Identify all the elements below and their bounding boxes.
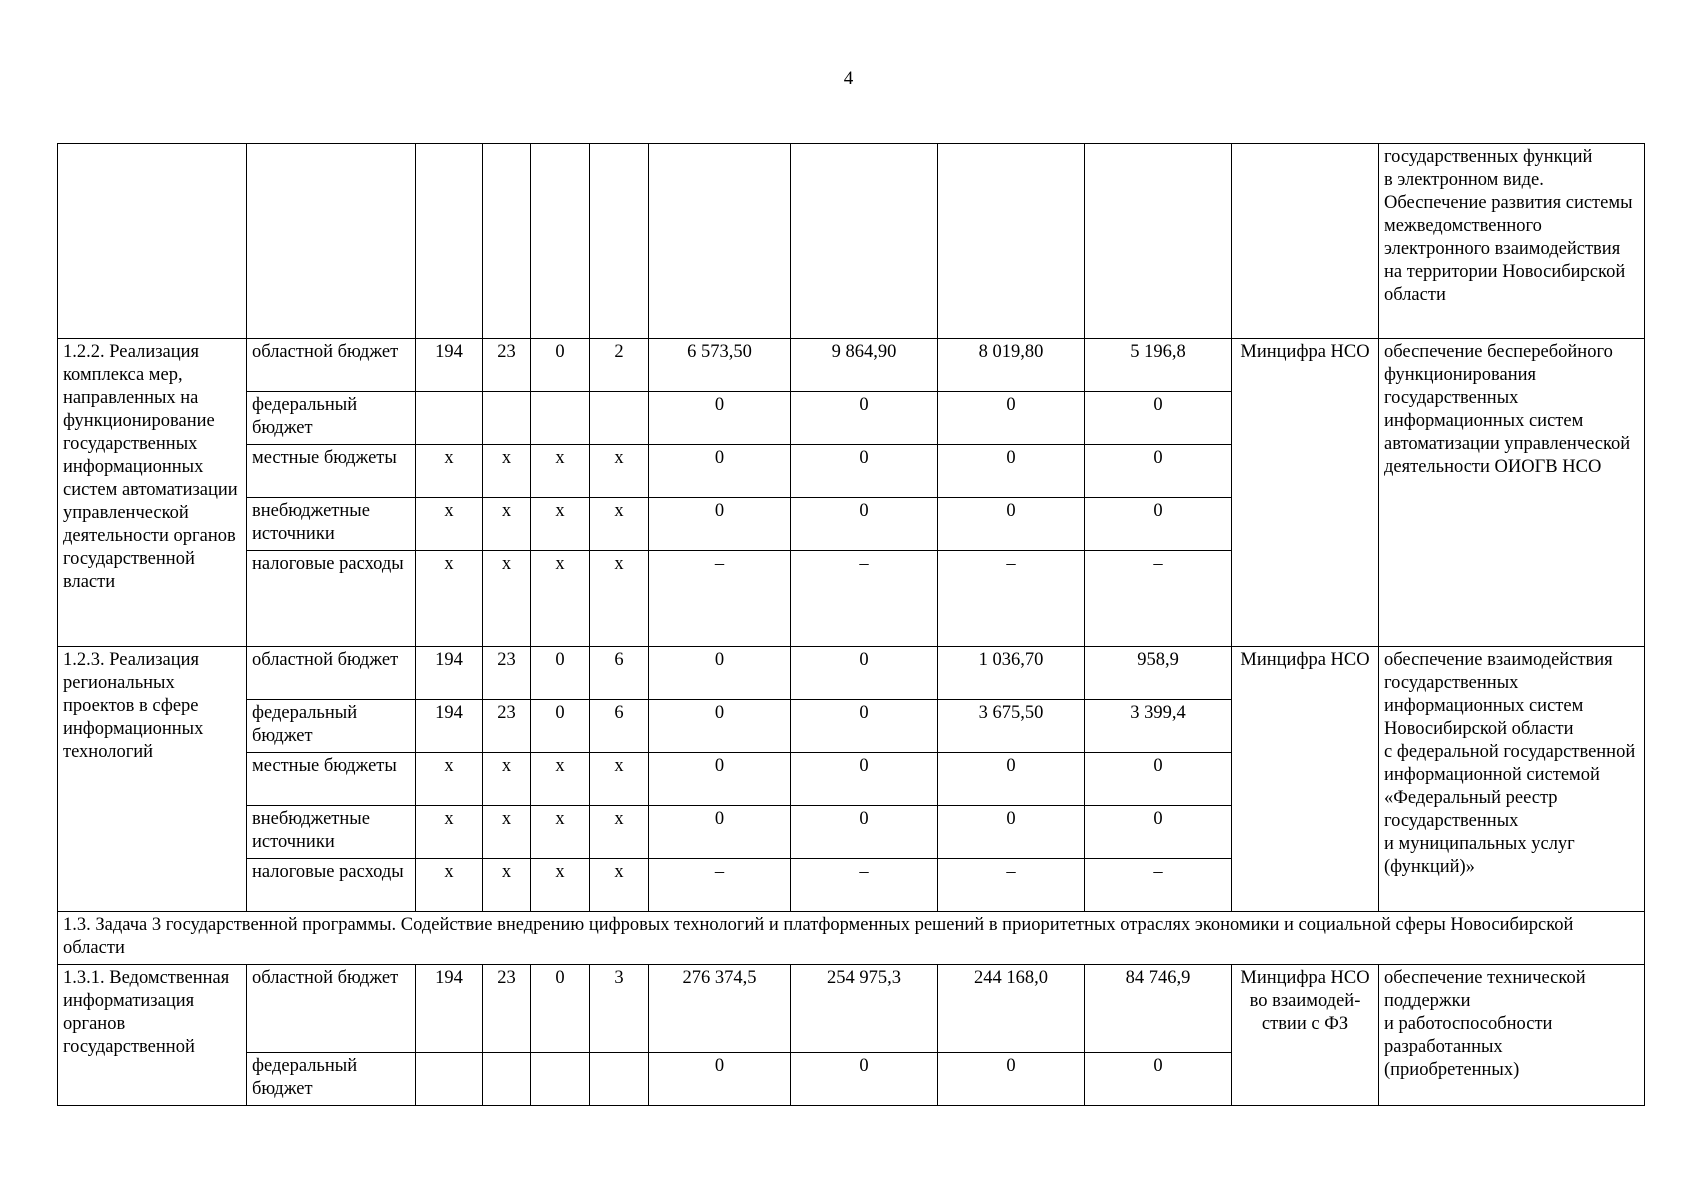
amount-cell: – (791, 859, 938, 912)
code-cell: 0 (531, 339, 590, 392)
amount-cell: 0 (938, 753, 1085, 806)
code-cell: x (483, 753, 531, 806)
amount-cell: 0 (1085, 445, 1232, 498)
code-cell: x (416, 806, 483, 859)
amount-cell: 0 (1085, 753, 1232, 806)
funding-source: областной бюджет (247, 647, 416, 700)
amount-cell: 6 573,50 (649, 339, 791, 392)
funding-source: областной бюджет (247, 965, 416, 1053)
amount-cell: 0 (649, 1053, 791, 1106)
code-cell: 0 (531, 700, 590, 753)
amount-cell: 0 (791, 445, 938, 498)
code-cell (590, 1053, 649, 1106)
measure-name: 1.2.2. Реализация комплекса мер, направленных на функционирование государственных информационных систем автоматизации управленческой деятельности органов государственной власти (58, 339, 247, 647)
funding-source: внебюджетные источники (247, 498, 416, 551)
code-cell: 2 (590, 339, 649, 392)
code-cell: 194 (416, 647, 483, 700)
measure-name: 1.2.3. Реализация региональных проектов в сфере информационных технологий (58, 647, 247, 912)
funding-source: налоговые расходы (247, 551, 416, 647)
table-row (58, 965, 1645, 1053)
code-cell: x (531, 551, 590, 647)
code-cell: 6 (590, 647, 649, 700)
expected-result: обеспечение технической поддержки и работоспособности разработанных (приобретенных) (1379, 965, 1645, 1106)
code-cell: 0 (531, 647, 590, 700)
amount-cell: – (1085, 859, 1232, 912)
amount-cell: 276 374,5 (649, 965, 791, 1053)
amount-cell: 0 (791, 753, 938, 806)
code-cell: x (416, 551, 483, 647)
code-cell (531, 1053, 590, 1106)
amount-cell: – (649, 859, 791, 912)
code-cell: x (590, 445, 649, 498)
code-cell: x (590, 806, 649, 859)
funding-source: областной бюджет (247, 339, 416, 392)
code-cell (590, 392, 649, 445)
amount-cell: 5 196,8 (1085, 339, 1232, 392)
amount-cell: – (791, 551, 938, 647)
code-cell: x (416, 445, 483, 498)
table-row (58, 339, 1645, 392)
amount-cell: 0 (1085, 1053, 1232, 1106)
expected-result: обеспечение бесперебойного функционирования государственных информационных систем автоматизации управленческой деятельности ОИОГВ НСО (1379, 339, 1645, 647)
amount-cell: 0 (938, 392, 1085, 445)
amount-cell: 254 975,3 (791, 965, 938, 1053)
amount-cell: 0 (649, 392, 791, 445)
amount-cell: 0 (1085, 806, 1232, 859)
amount-cell: 0 (938, 806, 1085, 859)
code-cell: x (590, 753, 649, 806)
amount-cell: 0 (649, 806, 791, 859)
code-cell (483, 1053, 531, 1106)
code-cell: x (590, 551, 649, 647)
code-cell: 3 (590, 965, 649, 1053)
continuation-result: государственных функций в электронном виде. Обеспечение развития системы межведомственного электронного взаимодействия на территории Новосибирской области (1379, 144, 1645, 339)
amount-cell: 0 (1085, 498, 1232, 551)
executor: Минцифра НСО (1232, 339, 1379, 647)
executor: Минцифра НСО во взаимодей-ствии с ФЗ (1232, 965, 1379, 1106)
code-cell: x (483, 498, 531, 551)
amount-cell: 1 036,70 (938, 647, 1085, 700)
code-cell: x (483, 859, 531, 912)
code-cell: x (416, 859, 483, 912)
code-cell: x (416, 498, 483, 551)
code-cell: x (483, 806, 531, 859)
amount-cell: – (938, 551, 1085, 647)
code-cell (416, 1053, 483, 1106)
amount-cell: – (1085, 551, 1232, 647)
amount-cell: 84 746,9 (1085, 965, 1232, 1053)
amount-cell: 8 019,80 (938, 339, 1085, 392)
task-row (58, 912, 1645, 965)
amount-cell: 0 (938, 498, 1085, 551)
amount-cell: 0 (649, 753, 791, 806)
amount-cell: 9 864,90 (791, 339, 938, 392)
amount-cell: – (649, 551, 791, 647)
amount-cell: 0 (649, 647, 791, 700)
code-cell: 194 (416, 965, 483, 1053)
table-row (58, 647, 1645, 700)
funding-source: внебюджетные источники (247, 806, 416, 859)
amount-cell: 244 168,0 (938, 965, 1085, 1053)
amount-cell: 0 (791, 806, 938, 859)
code-cell (416, 392, 483, 445)
amount-cell: 0 (1085, 392, 1232, 445)
amount-cell: 0 (791, 647, 938, 700)
code-cell: x (531, 806, 590, 859)
code-cell: 23 (483, 965, 531, 1053)
amount-cell: 0 (938, 1053, 1085, 1106)
amount-cell: 0 (791, 1053, 938, 1106)
code-cell: 0 (531, 965, 590, 1053)
code-cell: x (483, 445, 531, 498)
amount-cell: 0 (791, 392, 938, 445)
amount-cell: 0 (791, 498, 938, 551)
code-cell: x (531, 445, 590, 498)
code-cell: 194 (416, 339, 483, 392)
amount-cell: – (938, 859, 1085, 912)
amount-cell: 0 (649, 498, 791, 551)
code-cell: 194 (416, 700, 483, 753)
code-cell: x (531, 753, 590, 806)
amount-cell: 3 675,50 (938, 700, 1085, 753)
code-cell (483, 392, 531, 445)
funding-source: федеральный бюджет (247, 1053, 416, 1106)
funding-source: федеральный бюджет (247, 700, 416, 753)
code-cell: x (531, 498, 590, 551)
code-cell: x (590, 498, 649, 551)
amount-cell: 958,9 (1085, 647, 1232, 700)
funding-source: налоговые расходы (247, 859, 416, 912)
code-cell: x (590, 859, 649, 912)
code-cell: x (483, 551, 531, 647)
amount-cell: 0 (938, 445, 1085, 498)
continuation-row (58, 144, 1645, 339)
expected-result: обеспечение взаимодействия государственных информационных систем Новосибирской области с федеральной государственной информационной системой «Федеральный реестр государственных и муниципальных услуг (функций)» (1379, 647, 1645, 912)
executor: Минцифра НСО (1232, 647, 1379, 912)
code-cell: 23 (483, 647, 531, 700)
measure-name: 1.3.1. Ведомственная информатизация органов государственной (58, 965, 247, 1106)
code-cell: x (416, 753, 483, 806)
page-number: 4 (843, 68, 854, 89)
code-cell: 6 (590, 700, 649, 753)
funding-source: местные бюджеты (247, 445, 416, 498)
amount-cell: 0 (649, 700, 791, 753)
amount-cell: 3 399,4 (1085, 700, 1232, 753)
program-table (57, 143, 1645, 1106)
code-cell: 23 (483, 339, 531, 392)
code-cell: 23 (483, 700, 531, 753)
code-cell (531, 392, 590, 445)
task-header: 1.3. Задача 3 государственной программы. Содействие внедрению цифровых технологий и платформенных решений в приоритетных отраслях экономики и социальной сферы Новосибирской области (58, 912, 1645, 965)
funding-source: федеральный бюджет (247, 392, 416, 445)
funding-source: местные бюджеты (247, 753, 416, 806)
amount-cell: 0 (791, 700, 938, 753)
code-cell: x (531, 859, 590, 912)
amount-cell: 0 (649, 445, 791, 498)
